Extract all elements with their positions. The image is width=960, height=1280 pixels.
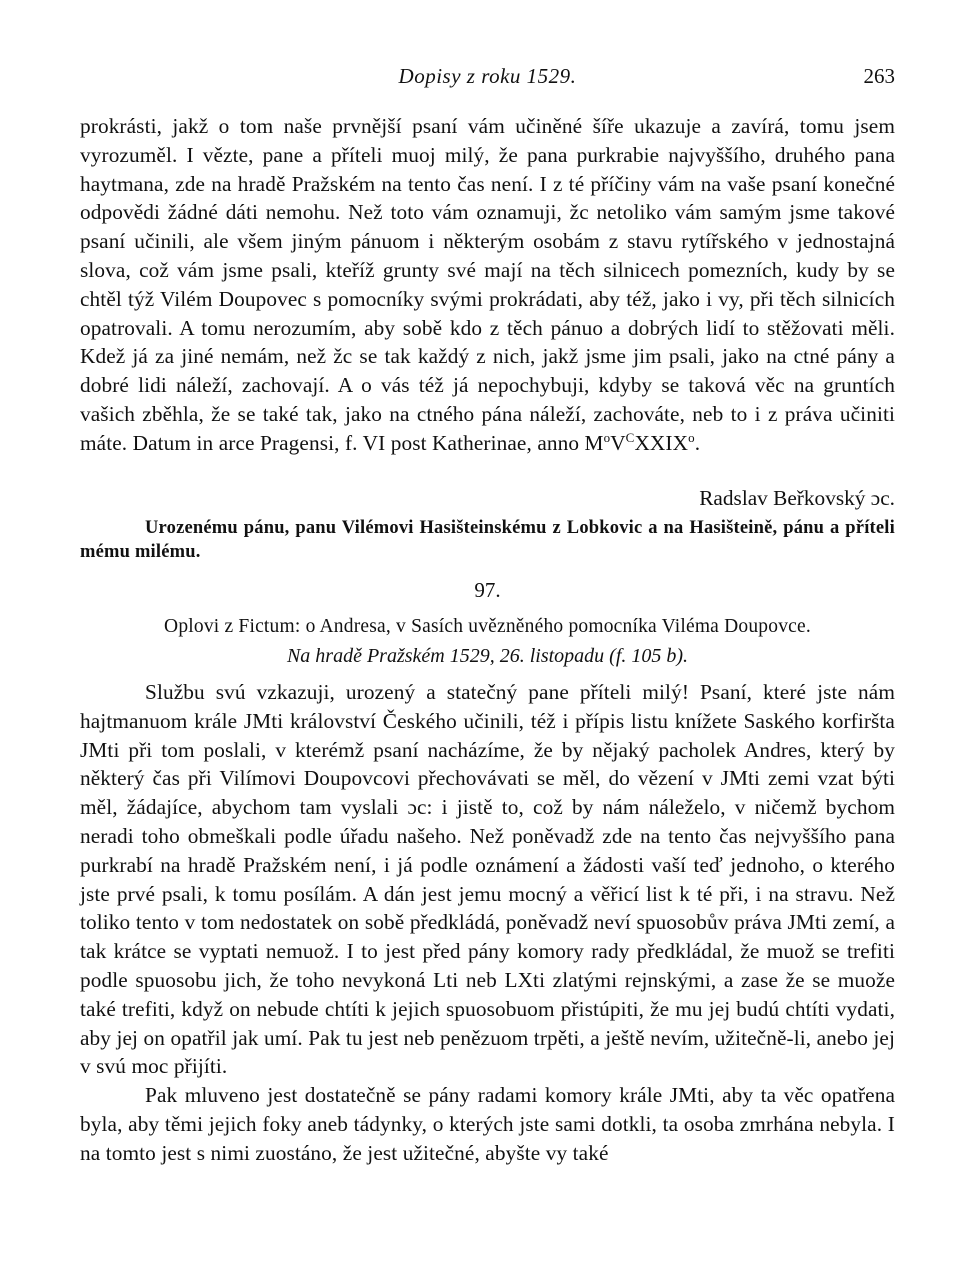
document-body [80, 678, 895, 1168]
date-part: . [694, 430, 701, 455]
document-date-block [80, 645, 895, 673]
document-title: Oplovi z Fictum: o Andresa, v Sasích uvězněného pomocníka Viléma Doupovce. [164, 616, 811, 637]
letter-body [80, 112, 895, 458]
address-block [80, 516, 895, 564]
letter-address: Urozenému pánu, panu Vilémovi Hasišteinskému z Lobkovic a na Hasišteině, pánu a příteli mému milému. [80, 518, 895, 562]
date-superscript: o [688, 429, 695, 445]
date-superscript: C [625, 429, 635, 445]
date-superscript: o [603, 429, 611, 445]
paragraph: Službu svú vzkazuji, urozený a statečný pane příteli milý! Psaní, které jste nám hajtmanuom krále JMti království Českého učinili, též i přípis listu knížete Saského korfiršta JMti při tom poslali, v kterémž psaní nacházíme, že by nějaký pacholek Andres, který by některý čas při Vilímovi Doupovcovi přechovávati se měl, do vězení v JMti zemi vzat býti měl, žádajíce, abychom tam vyslali ɔc: i jistě to, což by nám náleželo, v ničemž bychom neradi toho obmeškali podle úřadu našeho. Než poněvadž zde na tento čas nejvyššího pana purkrabí na hradě Pražském není, i já podle oznámení a žádosti vaší teď jednoho, o kterého jste prvé psali, k tomu posílám. A dán jest jemu mocný a věřicí list k té při, i na stravu. Než toliko tento v tom nedostatek on sobě předkládá, poněvadž neví spuosobův práva JMti zemí, a tak krátce se vyptati nemuož. I to jest před pány komory rady předkládal, že muož se trefiti podle spuosobu jich, že toho nevykoná Lti neb LXti zlatými rejnskými, a zase že se muože také trefiti, když on nebude chtíti k jejich spuosobuom přistúpiti, že mu jej budú chtíti vydati, aby jej on opatřil jak umí. Pak tu jest neb penězuom trpěti, a ještě nevím, užitečně-li, anebo jej v svú moc přijíti. [80, 680, 895, 1079]
document-date: Na hradě Pražském 1529, 26. listopadu (f. 105 b). [286, 645, 689, 667]
document-heading [80, 578, 895, 608]
letter-continuation [80, 112, 895, 458]
page-number: 263 [863, 64, 895, 88]
document-number: 97. [474, 578, 501, 602]
paragraph: Pak mluveno jest dostatečně se pány radami komory krále JMti, aby ta věc opatřena byla, aby těmi jejich foky aneb tádynky, o kterých jste sami dotkli, ta osoba zmrhána nebyla. I na tomto jest s nimi zuostáno, že jest užitečné, abyšte vy také [80, 1083, 895, 1165]
document-title-block [80, 616, 895, 644]
signature-line [80, 484, 895, 514]
letter-text: prokrásti, jakž o tom naše prvnější psaní vám učiněné šíře ukazuje a zavírá, tomu jsem vyrozuměl. I vězte, pane a příteli muoj milý, že pana purkrabie najvyššího, druhého pana haytmana, zde na hradě Pražském na tento čas není. I z té příčiny vám na vaše psaní konečné odpovědi žádné dáti nemohu. Než toto vám oznamuji, žc netoliko vám samým jsme takové psaní učinili, ale všem jiným pánuom i některým osobám z stavu rytířského v jednostajná slova, což vám jsme psali, kteříž grunty své mají na těch silnicech pomezních, kudy by se chtěl týž Vilém Doupovec s pomocníky svými prokrádati, aby též, jako i vy, při těch silnicích opatrovali. A tomu nerozumím, aby sobě kdo z těch pánuo a dobrých lidí to stěžovati měli. Kdež já za jiné nemám, než žc se tak každý z nich, jakž jsme jim psali, jako na ctné pány a dobré lidi náleží, zachovají. A o vás též já nepochybuji, kdyby se taková věc na gruntích vašich zběhla, že se také tak, jako na ctného pána náleží, zachováte, neb to i z práva učiniti máte. Datum in arce Pragensi, f. VI post Katherinae, anno M [80, 114, 895, 455]
signature: Radslav Beřkovský ɔc. [699, 486, 895, 510]
running-head [80, 64, 895, 94]
date-part: V [610, 430, 626, 455]
date-part: XXIX [634, 430, 689, 455]
running-title: Dopisy z roku 1529. [398, 64, 577, 88]
